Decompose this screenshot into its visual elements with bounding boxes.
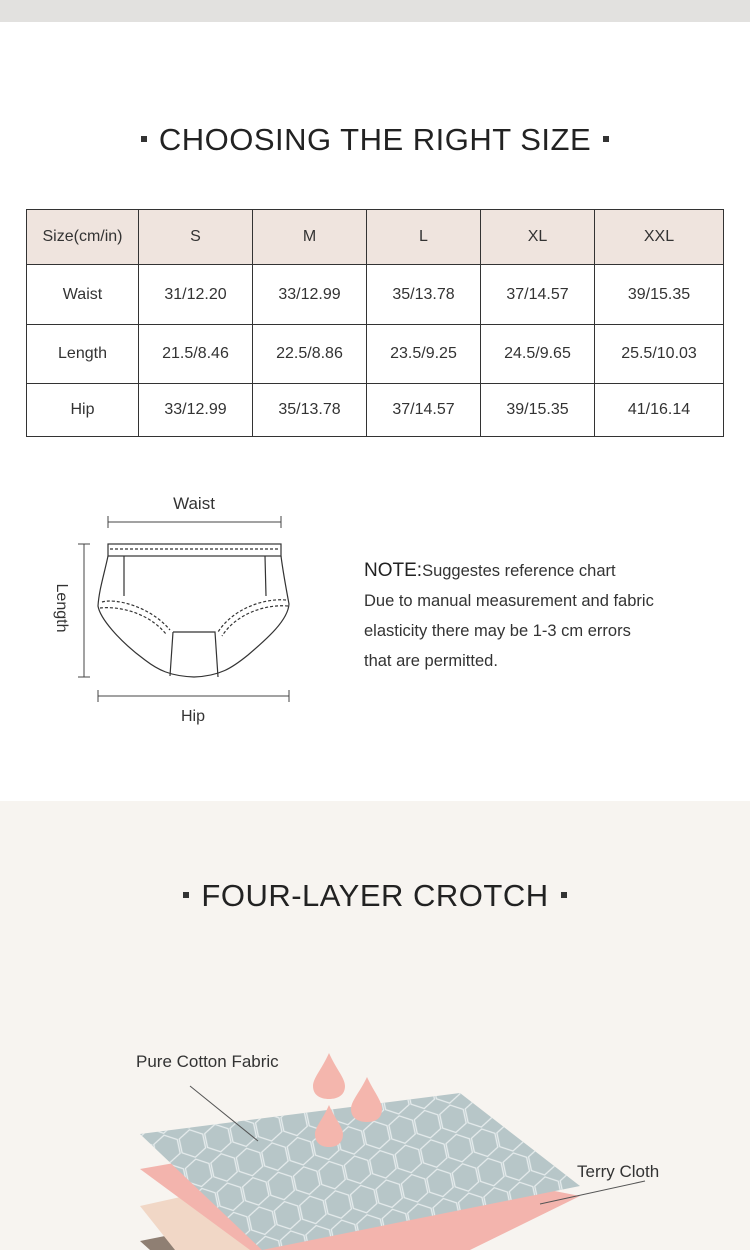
crotch-section (0, 801, 750, 1250)
table-cell: 41/16.14 (595, 384, 724, 437)
table-row-hip (27, 384, 724, 437)
header-cell-s: S (139, 210, 253, 265)
size-title-text: CHOOSING THE RIGHT SIZE (158, 122, 592, 157)
note-heading-rest: Suggestes reference chart (422, 562, 616, 580)
title-bullet-right (603, 136, 609, 142)
table-row-waist (27, 265, 724, 325)
waist-label: Waist (173, 494, 215, 513)
table-cell: 22.5/8.86 (253, 325, 367, 384)
table-cell: 24.5/9.65 (481, 325, 595, 384)
table-cell: 35/13.78 (367, 265, 481, 325)
table-row-length (27, 325, 724, 384)
table-cell: 39/15.35 (481, 384, 595, 437)
size-table-header-row (27, 210, 724, 265)
brief-outline (98, 544, 289, 677)
note-line-2: elasticity there may be 1-3 cm errors (364, 622, 631, 640)
top-divider-bar (0, 0, 750, 22)
title-bullet-left (141, 136, 147, 142)
row-label-hip: Hip (27, 384, 139, 437)
table-cell: 35/13.78 (253, 384, 367, 437)
brief-measurement-diagram (40, 490, 320, 730)
table-cell: 33/12.99 (139, 384, 253, 437)
pure-cotton-label: Pure Cotton Fabric (136, 1052, 279, 1071)
length-label: Length (53, 583, 70, 633)
note-heading: NOTE: (364, 560, 423, 581)
row-label-waist: Waist (27, 265, 139, 325)
table-cell: 23.5/9.25 (367, 325, 481, 384)
header-cell-l: L (367, 210, 481, 265)
header-cell-xl: XL (481, 210, 595, 265)
header-cell-xxl: XXL (595, 210, 724, 265)
size-note (364, 556, 724, 676)
crotch-section-title (0, 878, 750, 914)
table-cell: 37/14.57 (481, 265, 595, 325)
table-cell: 25.5/10.03 (595, 325, 724, 384)
table-cell: 31/12.20 (139, 265, 253, 325)
water-drop-icon (313, 1053, 345, 1099)
size-section-title (0, 122, 750, 158)
table-cell: 37/14.57 (367, 384, 481, 437)
header-cell-m: M (253, 210, 367, 265)
water-drop-icon (351, 1077, 382, 1122)
hip-label: Hip (180, 708, 206, 725)
size-table (26, 209, 724, 437)
title-bullet-right (561, 892, 567, 898)
terry-cloth-label: Terry Cloth (577, 1162, 660, 1181)
row-label-length: Length (27, 325, 139, 384)
waist-dimension-line (108, 516, 281, 528)
hip-dimension-line (98, 690, 289, 702)
table-cell: 39/15.35 (595, 265, 724, 325)
length-dimension-line (78, 544, 90, 677)
table-cell: 21.5/8.46 (139, 325, 253, 384)
table-cell: 33/12.99 (253, 265, 367, 325)
crotch-title-text: FOUR-LAYER CROTCH (201, 878, 549, 913)
note-heading-line (364, 556, 724, 586)
note-line-1: Due to manual measurement and fabric (364, 592, 654, 610)
crotch-layers-illustration (0, 801, 750, 1250)
note-line-3: that are permitted. (364, 652, 498, 670)
title-bullet-left (183, 892, 189, 898)
header-cell-size-unit: Size(cm/in) (27, 210, 139, 265)
